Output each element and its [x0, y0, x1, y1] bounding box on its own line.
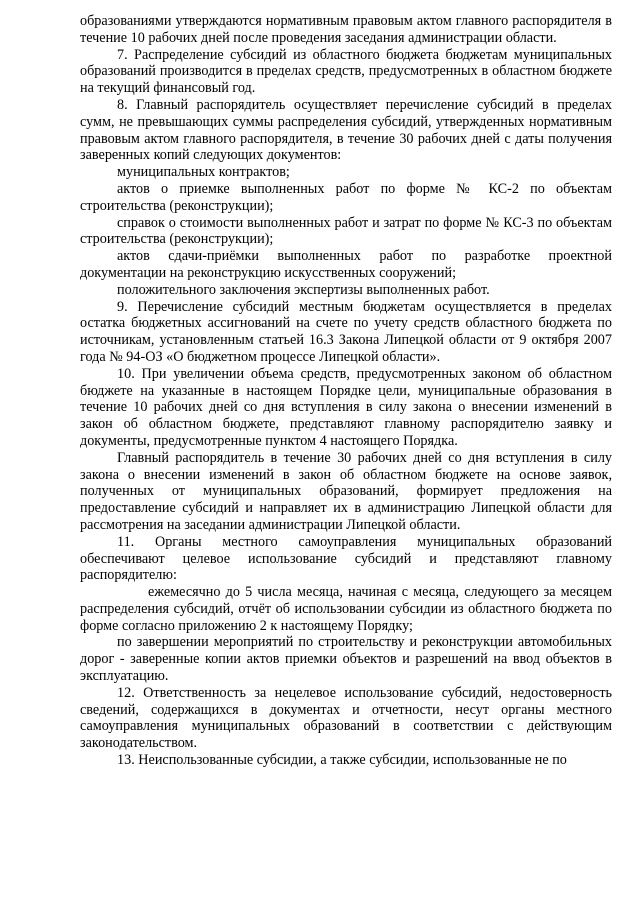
- paragraph-continuation: образованиями утверждаются нормативным правовым актом главного распорядителя в течение 10 рабочих дней после проведения заседания администрации области.: [80, 13, 612, 46]
- paragraph-item-10-continued: Главный распорядитель в течение 30 рабочих дней со дня вступления в силу закона о внесении изменений в закон об областном бюджете на основе заявок, полученных от муниципальных образований, формирует предложения на предоставление субсидий и направляет их в администрацию Липецкой области для рассмотрения на заседании администрации Липецкой области.: [80, 449, 612, 533]
- paragraph-item-11: 11. Органы местного самоуправления муниципальных образований обеспечивают целевое использование субсидий и представляют главному распорядителю:: [80, 533, 612, 584]
- list-item-completion-documents: по завершении мероприятий по строительству и реконструкции автомобильных дорог - заверенные копии актов приемки объектов и разрешений на ввод объектов в эксплуатацию.: [80, 634, 612, 685]
- paragraph-item-8: 8. Главный распорядитель осуществляет перечисление субсидий в пределах сумм, не превышающих суммы распределения субсидий, утвержденных нормативным правовым актом главного распорядителя, в течение 30 рабочих дней с даты получения заверенных копий следующих документов:: [80, 96, 612, 164]
- paragraph-item-10: 10. При увеличении объема средств, предусмотренных законом об областном бюджете на указанные в настоящем Порядке цели, муниципальные образования в течение 10 рабочих дней со дня вступления в силу закона о внесении изменений в закон об областном бюджете, представляют главному распорядителю заявку и документы, предусмотренные пунктом 4 настоящего Порядка.: [80, 365, 612, 449]
- list-item-expert-conclusion: положительного заключения экспертизы выполненных работ.: [117, 281, 490, 298]
- list-item-acceptance-acts: актов сдачи-приёмки выполненных работ по разработке проектной документации на реконструкцию искусственных сооружений;: [80, 248, 612, 281]
- list-item-ks3-certificates: справок о стоимости выполненных работ и затрат по форме № КС-3 по объектам строительства (реконструкции);: [80, 214, 612, 248]
- paragraph-item-7: 7. Распределение субсидий из областного бюджета бюджетам муниципальных образований производится в пределах средств, предусмотренных в областном бюджете на текущий финансовый год.: [80, 46, 612, 97]
- list-item-ks2-acts: актов о приемке выполненных работ по форме № КС-2 по объектам строительства (реконструкции);: [80, 180, 612, 214]
- paragraph-item-9: 9. Перечисление субсидий местным бюджетам осуществляется в пределах остатка бюджетных ассигнований на счете по учету средств областного бюджета по источникам, установленным статьей 16.3 Закона Липецкой области от 9 октября 2007 года № 94-ОЗ «О бюджетном процессе Липецкой области».: [80, 298, 612, 365]
- paragraph-item-12: 12. Ответственность за нецелевое использование субсидий, недостоверность сведений, содержащихся в документах и отчетности, несут органы местного самоуправления муниципальных образований в соответствии с действующим законодательством.: [80, 684, 612, 752]
- list-item-contracts: муниципальных контрактов;: [117, 164, 290, 181]
- paragraph-item-13: 13. Неиспользованные субсидии, а также субсидии, использованные не по: [117, 752, 567, 769]
- list-item-monthly-report: ежемесячно до 5 числа месяца, начиная с месяца, следующего за месяцем распределения субсидий, отчёт об использовании субсидии из областного бюджета по форме согласно приложению 2 к настоящему Порядку;: [80, 584, 612, 634]
